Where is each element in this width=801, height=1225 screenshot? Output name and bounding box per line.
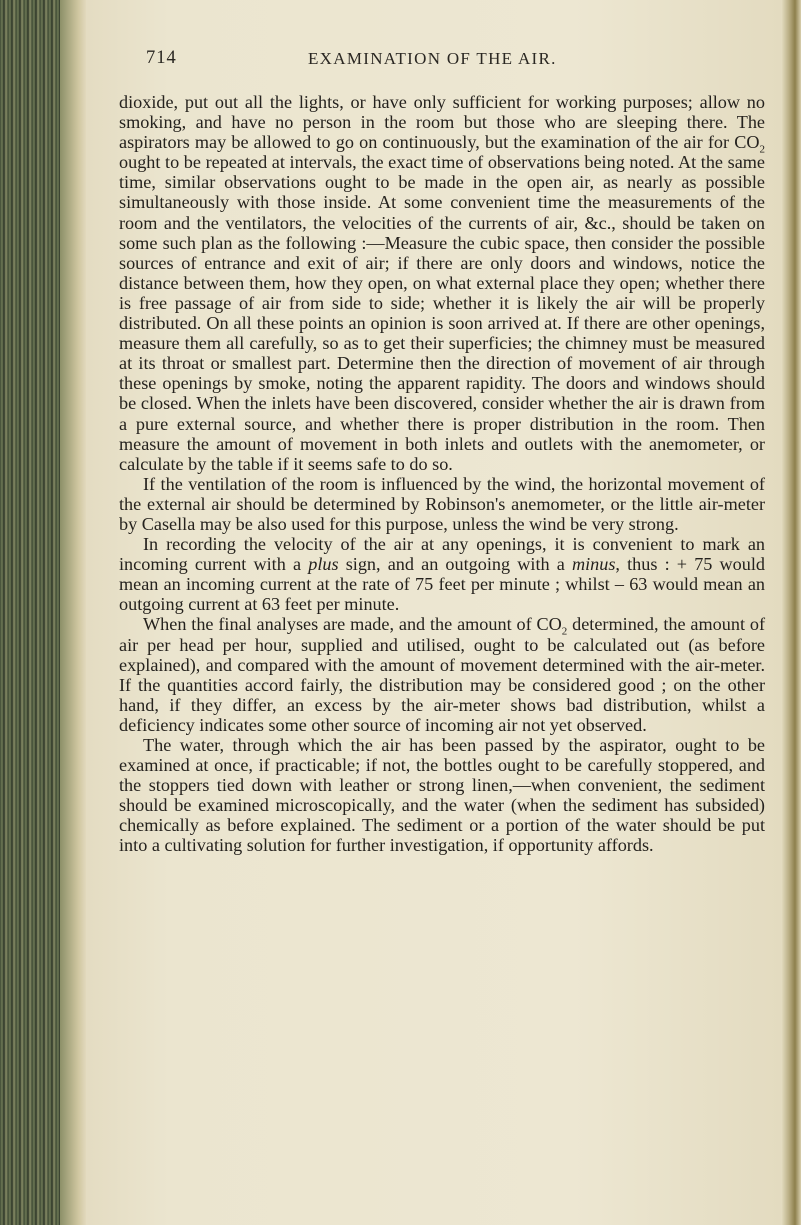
subscript: 2 [561, 626, 568, 639]
page-edge [781, 0, 801, 1225]
text-segment: If the ventilation of the room is influenced by the wind, the horizontal movement of the external air should be determined by Robinson's anemometer, or the little air-meter by Casella may be also used for this purpose, unless the wind be very strong. [119, 473, 765, 534]
paragraph [119, 735, 765, 856]
paragraph-continued [119, 92, 765, 474]
body-text [119, 92, 765, 856]
text-segment: ought to be repeated at intervals, the exact time of observations being noted. At the same time, similar observations ought to be made in the open air, as nearly as possible simultaneously with those inside. At some convenient time the measurements of the room and the ventilators, the velocities of the currents of air, &c., should be taken on some such plan as the following :—Measure the cubic space, then consider the possible sources of entrance and exit of air; if there are only doors and windows, notice the distance between them, how they open, on what external place they open; whether there is free passage of air from side to side; whether it is likely the air will be properly distributed. On all these points an opinion is soon arrived at. If there are other openings, measure them all carefully, so as to get their superficies; the chimney must be measured at its throat or smallest part. Determine then the direction of movement of air through these openings by smoke, noting the apparent rapidity. The doors and windows should be closed. When the inlets have been discovered, consider whether the air is drawn from a pure external source, and whether there is proper distribution in the room. Then measure the amount of movement in both inlets and outlets with the anemometer, or calculate by the table if it seems safe to do so. [119, 152, 765, 474]
italic-term: plus [308, 554, 339, 575]
text-segment: When the final analyses are made, and the amount of CO [143, 614, 562, 635]
book-spine [0, 0, 86, 1225]
page-number: 714 [146, 48, 177, 68]
page-header [106, 46, 756, 72]
text-segment: sign, and an outgoing with a [338, 554, 572, 575]
text-segment: The water, through which the air has been passed by the aspirator, ought to be examined at once, if practicable; if not, the bottles ought to be carefully stoppered, and the stoppers tied down with leather or strong linen,—when convenient, the sediment should be examined microscopically, and the water (when the sediment has subsided) chemically as before explained. The sediment or a portion of the water should be put into a cultivating solution for further investigation, if opportunity affords. [119, 735, 765, 856]
text-segment: , thus : + 75 would mean an incoming current at the rate of 75 feet per minute ; whilst – 63 would mean an outgoing current at 63 feet per minute. [119, 554, 766, 615]
running-head: EXAMINATION OF THE AIR. [308, 49, 557, 68]
text-segment: dioxide, put out all the lights, or have only sufficient for working purposes; allow no smoking, and have no person in the room but those who are sleeping there. The aspirators may be allowed to go on continuously, but the examination of the air for CO [119, 92, 765, 153]
paragraph [119, 474, 765, 534]
paragraph [119, 534, 765, 614]
paragraph [119, 614, 765, 735]
subscript: 2 [759, 143, 765, 156]
text-segment: determined, the amount of air per head per hour, supplied and utilised, ought to be calculated out (as before explained), and compared with the amount of movement determined with the air-meter. If the quantities accord fairly, the distribution may be considered good ; on the other hand, if they differ, an excess by the air-meter shows bad distribution, whilst a deficiency indicates some other source of incoming air not yet observed. [119, 614, 766, 735]
text-segment: In recording the velocity of the air at any openings, it is convenient to mark an incoming current with a [119, 534, 765, 575]
italic-term: minus [571, 554, 616, 575]
